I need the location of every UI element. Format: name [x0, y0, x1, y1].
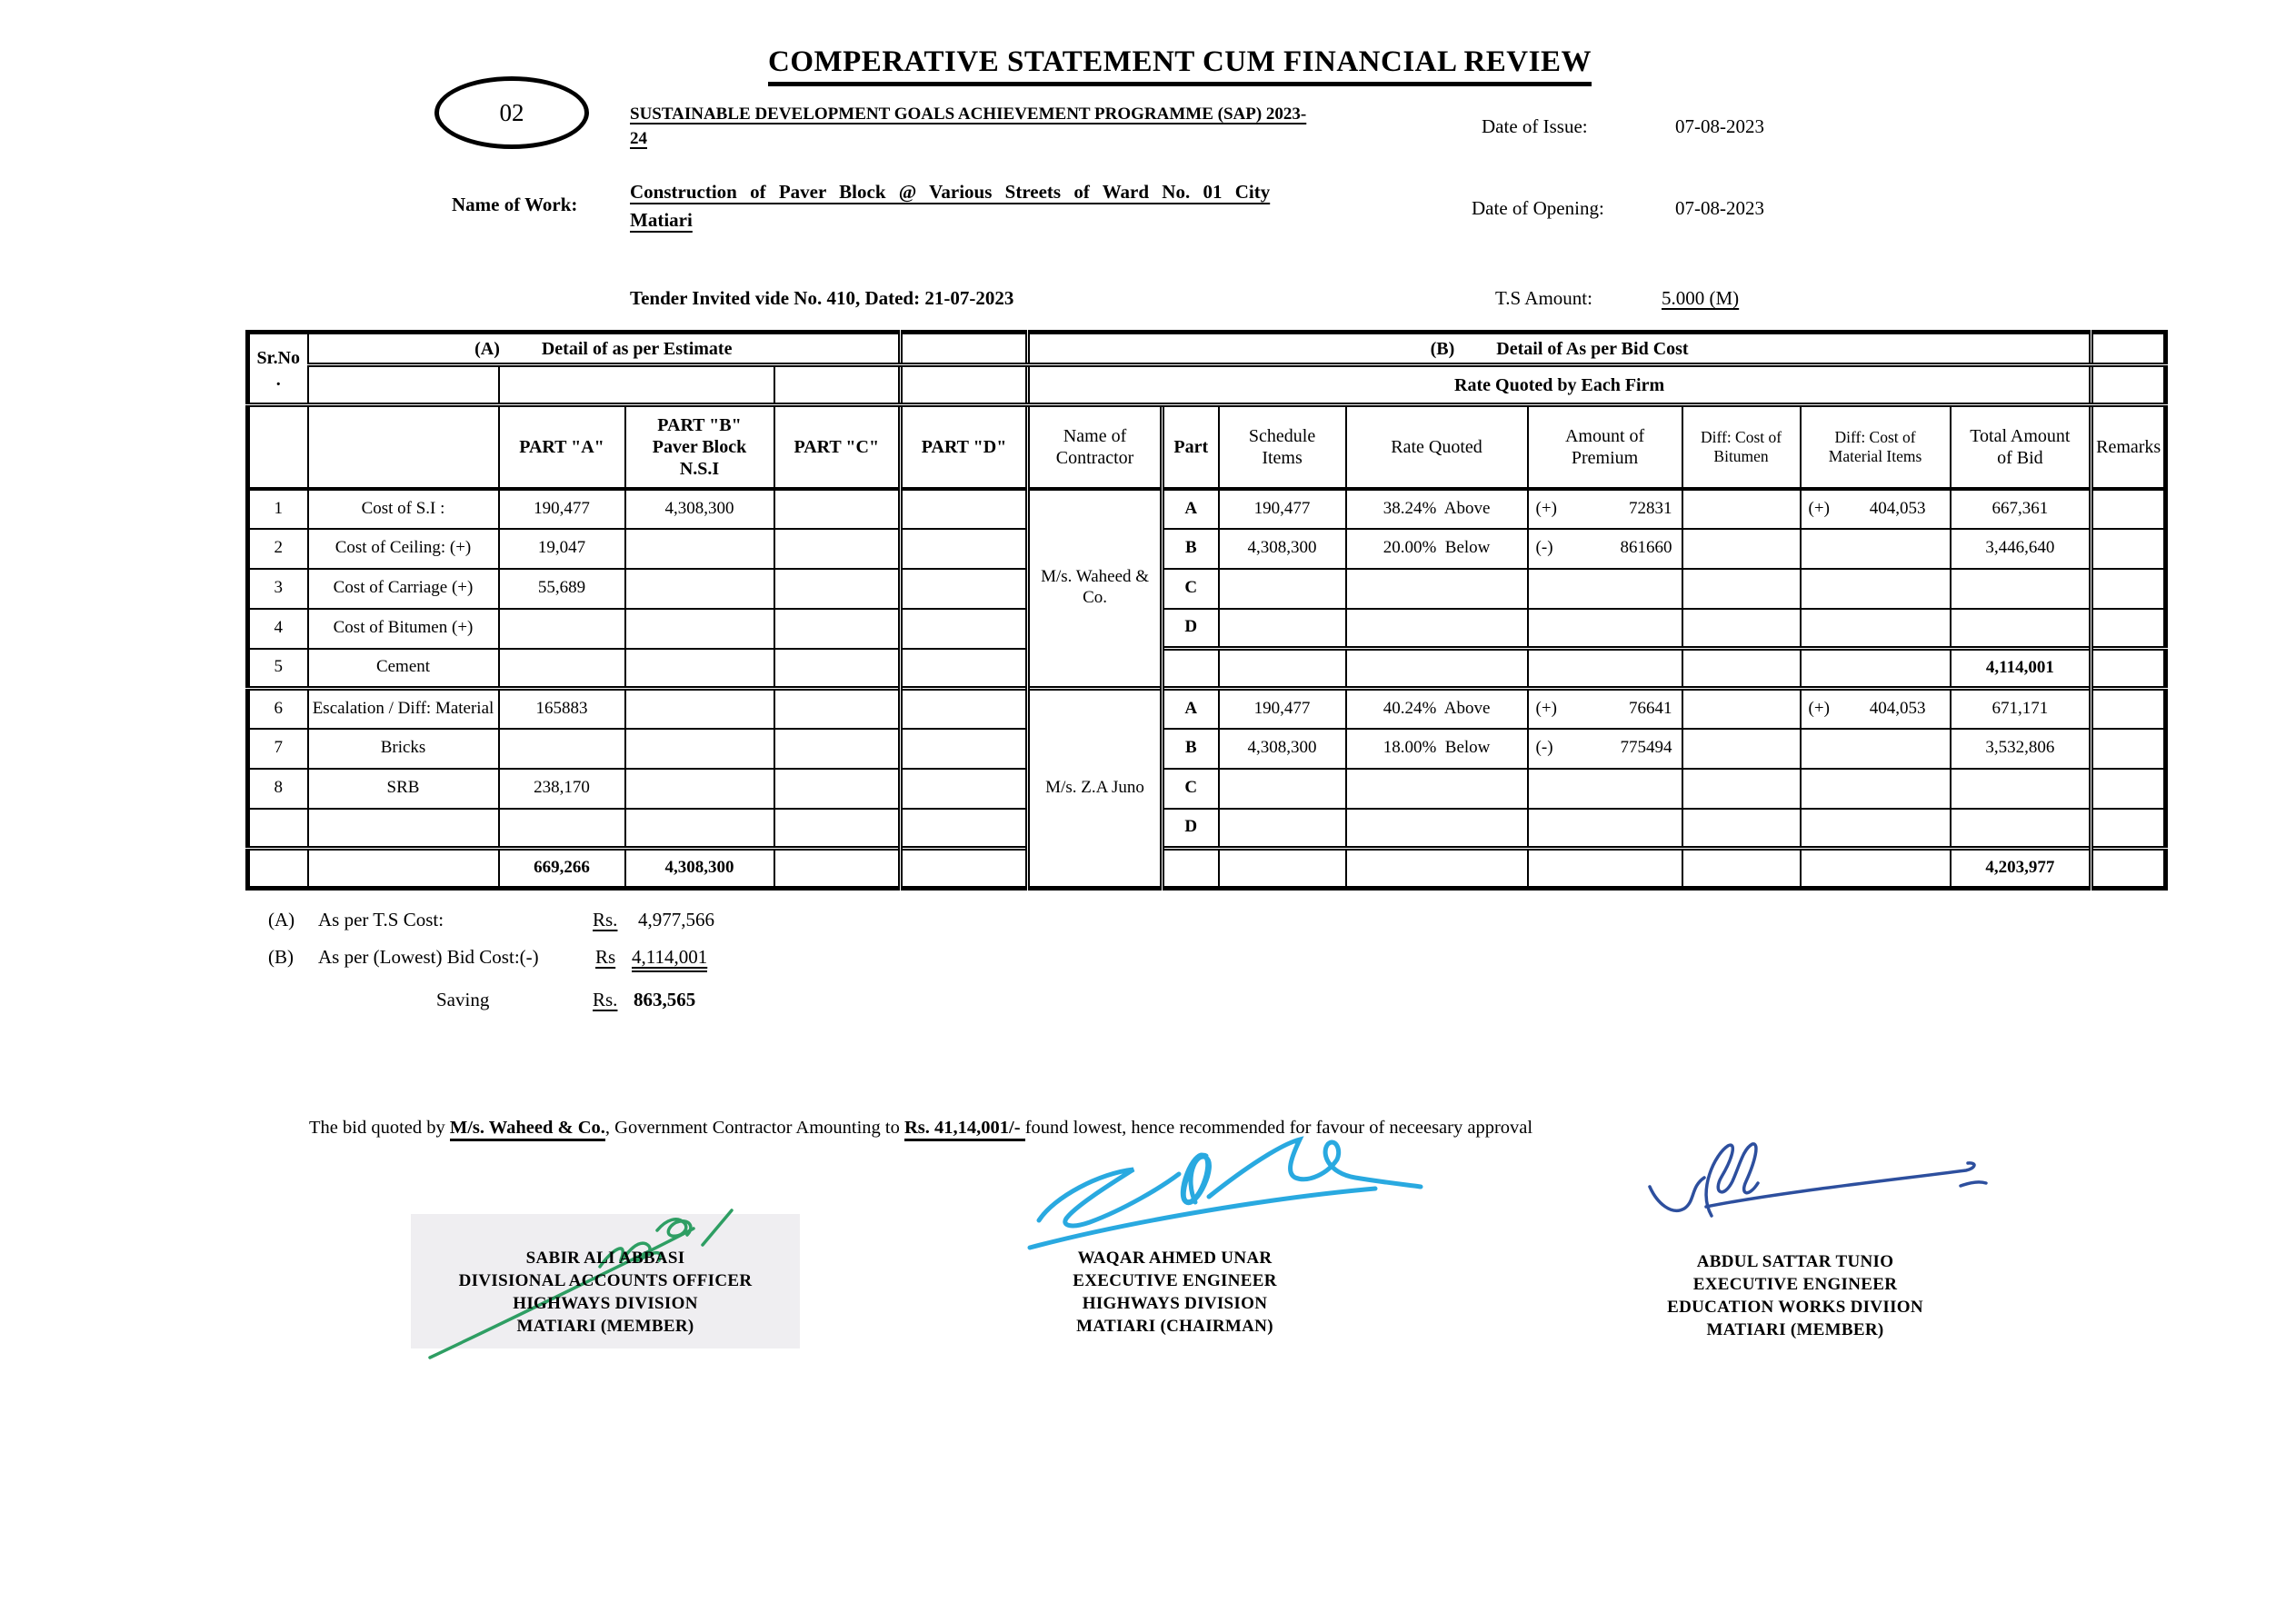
table-row: 2 Cost of Ceiling: (+) 19,047 B 4,308,300 20.00% Below (-) 861660 3,446,640 — [248, 529, 2166, 569]
estimate-total-a: 669,266 — [499, 849, 625, 889]
table-row: D — [248, 809, 2166, 849]
summary-a-label: As per T.S Cost: — [318, 909, 444, 930]
header-row-rate-banner — [248, 365, 2166, 405]
table-row: 3 Cost of Carriage (+) 55,689 C — [248, 569, 2166, 609]
section-b-header: (B) Detail of As per Bid Cost — [1028, 333, 2091, 365]
summary-a-value: 4,977,566 — [638, 909, 714, 930]
date-of-issue-value: 07-08-2023 — [1675, 115, 1764, 137]
header-row-sections — [248, 333, 2166, 365]
table-row: 1 Cost of S.I : 190,477 4,308,300 M/s. Waheed & Co. A 190,477 38.24% Above (+) 72831 (+) 404,053 667,361 — [248, 489, 2166, 529]
programme-line2: 24 — [630, 129, 647, 148]
signatory-name: ABDUL SATTAR TUNIO — [1696, 1252, 1894, 1271]
tender-line: Tender Invited vide No. 410, Dated: 21-07-2023 — [630, 287, 1014, 309]
recommended-firm: M/s. Waheed & Co. — [450, 1118, 605, 1141]
name-of-work — [630, 178, 1366, 234]
signatory-title: EXECUTIVE ENGINEER — [1073, 1271, 1277, 1290]
section-gap-cell — [901, 333, 1028, 365]
programme-line1: SUSTAINABLE DEVELOPMENT GOALS ACHIEVEMENT PROGRAMME (SAP) 2023- — [630, 104, 1307, 124]
table-row: 6 Escalation / Diff: Material 165883 M/s. Z.A Juno A 190,477 40.24% Above (+) 76641 (+) 404,053 671,171 — [248, 689, 2166, 729]
date-of-opening-label: Date of Opening: — [1472, 197, 1604, 219]
col-contractor: Name of Contractor — [1028, 405, 1163, 489]
signatory-office: HIGHWAYS DIVISION — [1082, 1294, 1268, 1313]
comparative-table — [245, 330, 2168, 891]
ts-amount-value: 5.000 (M) — [1662, 287, 1740, 309]
sr-no-header: Sr.No . — [248, 333, 308, 405]
summary-a-tag: (A) — [268, 909, 295, 930]
summary-b-label: As per (Lowest) Bid Cost:(-) — [318, 946, 539, 968]
col-part: Part — [1163, 405, 1219, 489]
col-part-c: PART "C" — [774, 405, 901, 489]
programme-title — [630, 102, 1339, 151]
contractor-name: M/s. Z.A Juno — [1028, 689, 1163, 889]
signatory-title: EXECUTIVE ENGINEER — [1692, 1275, 1898, 1294]
table-row-grand-total — [248, 849, 2166, 889]
table-row: 7 Bricks B 4,308,300 18.00% Below (-) 775494 3,532,806 — [248, 729, 2166, 769]
estimate-total-b: 4,308,300 — [625, 849, 774, 889]
table-row-firm-total: 5 Cement 4,114,001 — [248, 649, 2166, 689]
cost-summary: (A) As per T.S Cost: Rs. 4,977,566 (B) As per (Lowest) Bid Cost:(-) Rs 4,114,001 Saving Rs. 863,565 — [268, 909, 714, 1010]
summary-saving-value: 863,565 — [634, 989, 696, 1010]
recommended-amount: Rs. 41,14,001/- — [904, 1118, 1025, 1141]
section-a-header: (A) Detail of as per Estimate — [308, 333, 901, 365]
firm-total-bid: 4,114,001 — [1951, 649, 2091, 689]
sheet-number-circle — [434, 76, 589, 149]
signatory-title: DIVISIONAL ACCOUNTS OFFICER — [458, 1271, 753, 1290]
date-of-issue-label: Date of Issue: — [1482, 115, 1588, 137]
col-part-a: PART "A" — [499, 405, 625, 489]
signatory-name: SABIR ALI ABBASI — [525, 1249, 685, 1268]
signature-block — [1027, 1247, 1323, 1338]
col-premium: Amount of Premium — [1528, 405, 1682, 489]
comparative-table-wrap — [245, 330, 2168, 891]
col-part-d: PART "D" — [901, 405, 1028, 489]
remarks-gap-cell — [2091, 333, 2166, 365]
summary-b-value: 4,114,001 — [632, 946, 707, 972]
col-part-b: PART "B" Paver Block N.S.I — [625, 405, 774, 489]
date-of-opening-value: 07-08-2023 — [1675, 197, 1764, 219]
col-remarks: Remarks — [2091, 405, 2166, 489]
signatory-office: EDUCATION WORKS DIVIION — [1667, 1298, 1923, 1317]
work-line1: Construction of Paver Block @ Various Streets of Ward No. 01 City — [630, 181, 1271, 203]
header-row-columns — [248, 405, 2166, 489]
work-line2: Matiari — [630, 209, 693, 231]
name-of-work-label: Name of Work: — [452, 194, 578, 215]
signature-block — [411, 1247, 800, 1338]
signatory-role: MATIARI (CHAIRMAN) — [1076, 1317, 1273, 1336]
col-bitumen: Diff: Cost of Bitumen — [1682, 405, 1801, 489]
rate-quoted-banner: Rate Quoted by Each Firm — [1028, 365, 2091, 405]
contractor-name: M/s. Waheed & Co. — [1028, 489, 1163, 689]
page-title: COMPERATIVE STATEMENT CUM FINANCIAL REVIEW — [768, 45, 1592, 86]
signatory-office: HIGHWAYS DIVISION — [513, 1294, 698, 1313]
table-row: 8 SRB 238,170 C — [248, 769, 2166, 809]
table-row: 4 Cost of Bitumen (+) D — [248, 609, 2166, 649]
summary-b-tag: (B) — [268, 946, 294, 968]
recommendation-line: The bid quoted by M/s. Waheed & Co., Government Contractor Amounting to Rs. 41,14,001/- found lowest, hence recommended for favour of neceesary approval — [309, 1118, 1963, 1139]
signatory-role: MATIARI (MEMBER) — [1706, 1320, 1884, 1339]
col-material: Diff: Cost of Material Items — [1801, 405, 1951, 489]
col-rate: Rate Quoted — [1346, 405, 1528, 489]
signatory-name: WAQAR AHMED UNAR — [1077, 1249, 1273, 1268]
summary-saving-label: Saving — [436, 989, 490, 1010]
sheet-number: 02 — [499, 98, 524, 126]
col-schedule: Schedule Items — [1219, 405, 1346, 489]
col-total: Total Amount of Bid — [1951, 405, 2091, 489]
signatory-role: MATIARI (MEMBER) — [516, 1317, 694, 1336]
signature-scribble-icon — [1023, 1131, 1432, 1254]
signature-scribble-icon — [1641, 1134, 1995, 1234]
ts-amount-label: T.S Amount: — [1495, 287, 1592, 309]
firm-total-bid: 4,203,977 — [1951, 849, 2091, 889]
signature-block — [1641, 1250, 1950, 1341]
